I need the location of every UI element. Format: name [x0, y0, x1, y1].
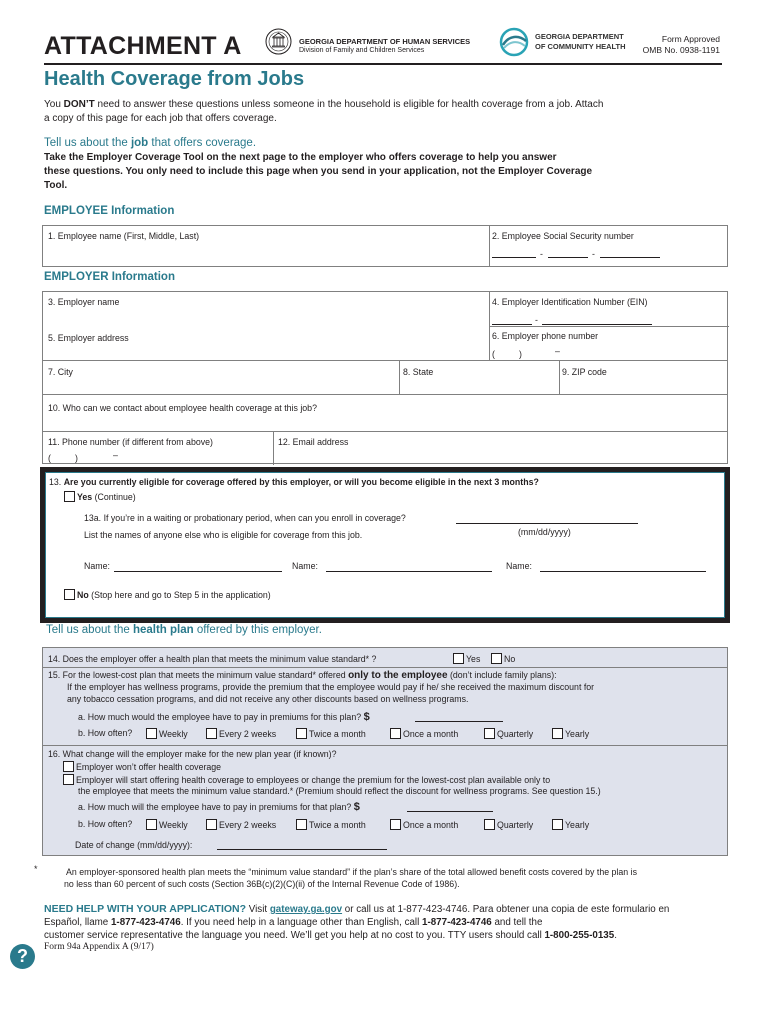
- q16-label: 16. What change will the employer make for the new plan year (if known)?: [48, 749, 337, 759]
- zip-label: 9. ZIP code: [562, 367, 607, 377]
- q14-yes[interactable]: Yes: [453, 653, 480, 664]
- employer-address-label: 5. Employer address: [48, 333, 129, 343]
- q16-yearly[interactable]: Yearly: [552, 819, 589, 830]
- intro-text: You DON’T need to answer these questions unless someone in the household is eligible for health coverage from a job. Attach a copy of this page for each job that offers coverage.: [44, 99, 604, 124]
- dch-logo-icon: [499, 27, 529, 57]
- footnote-text: An employer-sponsored health plan meets the “minimum value standard” if the plan’s share of the total allowed benefit costs covered by the plan is no less than 60 percent of such costs (Section 36B(c)(2)(C)(ii) of the Internal Revenue Code of 1986).: [64, 867, 637, 889]
- ssn-field-2[interactable]: [548, 257, 588, 258]
- q13-no-checkbox[interactable]: [64, 589, 75, 600]
- gateway-link[interactable]: gateway.ga.gov: [269, 904, 343, 915]
- q16-quarterly[interactable]: Quarterly: [484, 819, 533, 830]
- city-label: 7. City: [48, 367, 73, 377]
- q16-premium-field[interactable]: [407, 811, 493, 812]
- instructions: Take the Employer Coverage Tool on the next page to the employer who offers coverage to help you answer these questions. You only need to include this page when you send in your application, not the Employer Coverage Tool.: [44, 152, 593, 191]
- contact-label: 10. Who can we contact about employee health coverage at this job?: [48, 403, 317, 413]
- plan-heading: Tell us about the health plan offered by this employer.: [46, 624, 322, 636]
- q13-yes-checkbox[interactable]: [64, 491, 75, 502]
- q15-label: 15. For the lowest-cost plan that meets the minimum value standard* offered only to the employee (don’t include family plans):: [48, 670, 557, 681]
- ein-label: 4. Employer Identification Number (EIN): [492, 297, 648, 307]
- help-question-icon: ?: [10, 944, 35, 969]
- q14-no[interactable]: No: [491, 653, 515, 664]
- q16-option-2[interactable]: Employer will start offering health coverage to employees or change the premium for the lowest-cost plan available only to: [63, 774, 550, 785]
- q16-once-month[interactable]: Once a month: [390, 819, 458, 830]
- q13a-date-format: (mm/dd/yyyy): [518, 527, 571, 537]
- state-label: 8. State: [403, 367, 434, 377]
- q16a-label: a. How much will the employee have to pay in premiums for that plan? $: [78, 801, 360, 813]
- q16-option-1[interactable]: Employer won’t offer health coverage: [63, 761, 221, 772]
- attachment-title: ATTACHMENT A: [44, 32, 242, 60]
- employer-box: 3. Employer name 4. Employer Identification Number (EIN) - 5. Employer address 6. Employer phone number ( ) – 7. City 8. State 9. ZIP code 10. Who can we contact about employee health coverage at this job? 11. Phone number (if different from above) ( ) – 12. Email address: [42, 291, 728, 464]
- ssn-field-1[interactable]: [492, 257, 536, 258]
- ssn-field-3[interactable]: [600, 257, 660, 258]
- q13-no[interactable]: No (Stop here and go to Step 5 in the application): [64, 589, 271, 600]
- question-13-box: 13. Are you currently eligible for coverage offered by this employer, or will you become eligible in the next 3 months? Yes (Continue) 13a. If you’re in a waiting or probationary period, when can you enroll in coverage? (mm/dd/yyyy) List the names of anyone else who is eligible for coverage from this job. Name: Name: Name: No (Stop here and go to Step 5 in the application): [40, 467, 730, 623]
- q15a-label: a. How much would the employee have to pay in premiums for this plan? $: [78, 711, 370, 723]
- q15-yearly[interactable]: Yearly: [552, 728, 589, 739]
- dhs-division: Division of Family and Children Services: [299, 47, 425, 54]
- employer-name-label: 3. Employer name: [48, 297, 120, 307]
- plan-box: 14. Does the employer offer a health plan that meets the minimum value standard* ? Yes No 15. For the lowest-cost plan that meets the minimum value standard* offered only to the employee (don’t include family plans): If the employer has wellness programs, provide the premium that the employee would pay if he/ she received the maximum discount for any tobacco cessation programs, and did not receive any other discounts based on wellness programs. a. How much would the employee have to pay in premiums for this plan? $ b. How often? Weekly Every 2 weeks Twice a month Once a month Quarterly Yearly 16. What change will the employer make for the new plan year (if known)? Employer won’t offer health coverage Employer will start offering health coverage to employees or change the premium for the lowest-cost plan available only to the employee that meets the minimum value standard.* (Premium should reflect the discount for wellness programs. See question 15.) a. How much will the employee have to pay in premiums for that plan? $ b. How often? Weekly Every 2 weeks Twice a month Once a month Quarterly Yearly Date of change (mm/dd/yyyy):: [42, 647, 728, 856]
- contact-phone-label: 11. Phone number (if different from above): [48, 437, 213, 447]
- ssn-label: 2. Employee Social Security number: [492, 231, 634, 241]
- employer-phone-label: 6. Employer phone number: [492, 331, 599, 341]
- employer-heading: EMPLOYER Information: [44, 271, 175, 283]
- page-heading: Health Coverage from Jobs: [44, 68, 305, 90]
- dont-emphasis: DON’T: [63, 99, 95, 110]
- q16-frequency: b. How often? Weekly Every 2 weeks Twice a month Once a month Quarterly Yearly: [78, 819, 590, 830]
- help-section: NEED HELP WITH YOUR APPLICATION? Visit gateway.ga.gov or call us at 1-877-423-4746. Para obtener una copia de este formulario en Español, llame 1-877-423-4746. If you need help in a language other than English, call 1-877-423-4746 and tell the customer service representative the language you need. We’ll get you help at no cost to you. TTY users should call 1-800-255-0135.: [44, 903, 670, 941]
- q13a-date-field[interactable]: [456, 523, 638, 524]
- eligible-name-3[interactable]: [540, 571, 706, 572]
- q13-list-label: List the names of anyone else who is eligible for coverage from this job.: [84, 530, 363, 540]
- q14-yes-checkbox[interactable]: [453, 653, 464, 664]
- q13-yes[interactable]: Yes (Continue): [64, 491, 136, 502]
- employee-name-label: 1. Employee name (First, Middle, Last): [48, 231, 200, 241]
- ein-field-1[interactable]: [492, 324, 532, 325]
- eligible-name-1[interactable]: [114, 571, 282, 572]
- q16-every-2-weeks[interactable]: Every 2 weeks: [206, 819, 276, 830]
- dhs-name: GEORGIA DEPARTMENT OF HUMAN SERVICES: [299, 37, 471, 46]
- job-heading: Tell us about the job that offers coverage.: [44, 137, 257, 149]
- form-number: Form 94a Appendix A (9/17): [44, 942, 154, 952]
- q16-twice-month[interactable]: Twice a month: [296, 819, 366, 830]
- q14-label: 14. Does the employer offer a health plan that meets the minimum value standard* ?: [48, 654, 377, 664]
- omb-number: OMB No. 0938-1191: [642, 45, 720, 55]
- eligible-name-2[interactable]: [326, 571, 492, 572]
- help-heading: NEED HELP WITH YOUR APPLICATION?: [44, 903, 247, 915]
- date-change-label: Date of change (mm/dd/yyyy):: [75, 840, 193, 850]
- employee-heading: EMPLOYEE Information: [44, 205, 175, 217]
- email-label: 12. Email address: [278, 437, 349, 447]
- q15-weekly[interactable]: Weekly: [146, 728, 188, 739]
- header-rule: [44, 63, 722, 65]
- q15-premium-field[interactable]: [415, 721, 503, 722]
- q15-once-month[interactable]: Once a month: [390, 728, 458, 739]
- ein-field-2[interactable]: [542, 324, 652, 325]
- employee-box: 1. Employee name (First, Middle, Last) 2. Employee Social Security number - -: [42, 225, 728, 267]
- q15-quarterly[interactable]: Quarterly: [484, 728, 533, 739]
- q13-question: 13. Are you currently eligible for coverage offered by this employer, or will you become eligible in the next 3 months?: [49, 477, 539, 487]
- date-change-field[interactable]: [217, 849, 387, 850]
- form-approved: Form Approved: [661, 34, 720, 44]
- q13a-label: 13a. If you’re in a waiting or probationary period, when can you enroll in coverage?: [84, 513, 406, 523]
- q16-weekly[interactable]: Weekly: [146, 819, 188, 830]
- dch-name-line1: GEORGIA DEPARTMENT: [535, 32, 624, 41]
- footnote-star: *: [34, 864, 38, 874]
- q15-frequency: b. How often? Weekly Every 2 weeks Twice a month Once a month Quarterly Yearly: [78, 728, 590, 739]
- dch-name-line2: OF COMMUNITY HEALTH: [535, 42, 626, 51]
- georgia-seal-icon: [265, 28, 292, 55]
- q15-twice-month[interactable]: Twice a month: [296, 728, 366, 739]
- q14-no-checkbox[interactable]: [491, 653, 502, 664]
- q15-every-2-weeks[interactable]: Every 2 weeks: [206, 728, 276, 739]
